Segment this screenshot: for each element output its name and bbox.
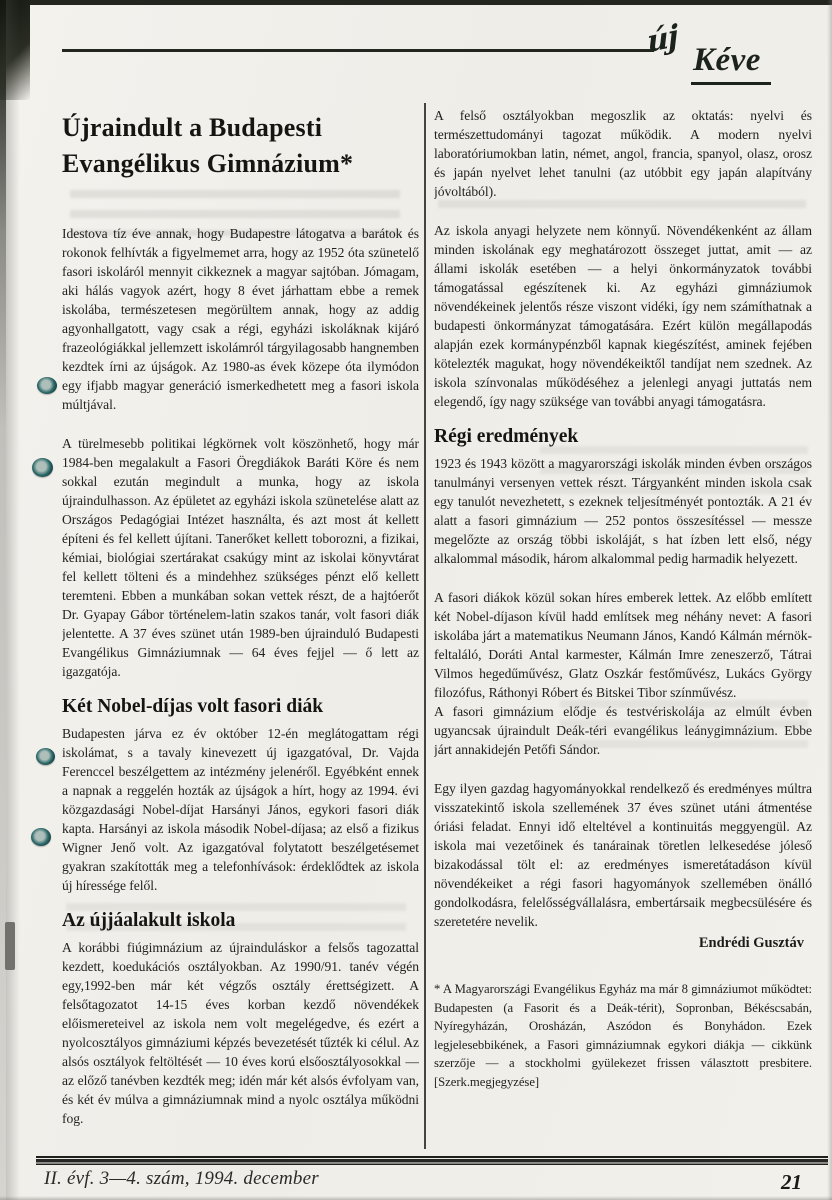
footer-rule (36, 1156, 828, 1165)
binder-hole (37, 377, 57, 394)
author-signature: Endrédi Gusztáv (698, 935, 804, 951)
paragraph-restart: A türelmesebb politikai légkörnek volt köszönhető, hogy már 1984-ben megalakult a Fasori Öregdiákok Baráti Köre és nem sokkal ezután megindult a munka, hogy az iskola újraindulhasson. Az épületet az egyházi iskola szünetelése alatt az Országos Pedagógiai Intézet használta, és azt most át kellett építeni és fel kellett újítani. Tanerőket kellett toborozni, a fizikai, kémiai, biológiai szertárakat csakúgy mint az iskolai könyvtárat fel kellett tölteni és a mindehhez szükséges pénzt elő kellett teremteni. Ebben a munkában sokan vettek részt, de a hajtóerőt Dr. Gyapay Gábor történelem-latin szakos tanár, volt fasori diák jelentette. A 37 éves szünet után 1989-ben újrainduló Budapesti Evangélikus Gimnáziumnak — 64 éves fejjel — ő lett az igazgatója. (62, 436, 419, 679)
paragraph-closing: Egy ilyen gazdag hagyományokkal rendelkező és eredményes múltra visszatekintő iskola szellemének 37 éves szünet utáni átmentése óriási feladat. Ennyi idő elteltével a kontinuitás meggyengül. Az iskola mai vezetőinek és tanárainak töretlen lelkesedése jóleső bizakodással tölt el: az eredményes ismeretátadáson kívül növendékeiket a régi fasori hagyományok szellemében önálló gondolkodásra, felelősségvállalásra, embertársaik megbecsülésére és szeretetére nevelik. (434, 781, 812, 929)
paragraph-sister-school: A fasori gimnázium elődje és testvériskolája az elmúlt évben ugyancsak újraindult Deák-téri evangélikus leánygimnázium. Ebbe járt annakidején Petőfi Sándor. (434, 704, 812, 757)
scan-edge-top (0, 0, 832, 5)
logo-main-word: Kéve (691, 42, 771, 85)
article-title (62, 110, 419, 182)
paragraph-intro: Idestova tíz éve annak, hogy Budapestre látogatva a barátok és rokonok felhívták a figyelmemet arra, hogy az 1952 óta szünetelő fasori iskoláról mennyit cikkeznek a magyar sajtóban. Jómagam, aki hálás vagyok azért, hogy 8 évet járhattam ebbe a remek iskolába, természetesen megörültem annak, hogy az addig agyonhallgatott, vagy csak a régi, egyházi iskoláknak kijáró frazeológiákkal jellemzett iskolámról tárgyilagosabb hangnemben kezdtek írni az újságok. Az 1980-as évek közepe óta ilymódon egy ifjabb magyar generáció ismerkedhetett meg a fasori iskola múltjával. (62, 226, 419, 412)
section-heading-school: Az újjáalakult iskola (62, 910, 236, 931)
section-heading-nobel: Két Nobel-díjas volt fasori diák (62, 696, 324, 717)
binder-hole (36, 748, 55, 765)
paragraph-nobel: Budapesten járva ez év október 12-én meglátogattam régi iskolámat, s a tavaly kinevezett új igazgatóval, Dr. Vajda Ferenccel beszélgettem az intézmény jelenéről. Egyébként ennek a napnak a reggelén hozták az újságok a hírt, hogy az 1994. évi közgazdasági Nobel-díjat Harsányi János, egykori fasori diák kapta. Harsányi az iskola második Nobel-díjasa; az első a fizikus Wigner Jenő volt. Az igazgatóval folytatott beszélgetésemet gyakran szakították meg a telefonhívások: érdeklődtek az iskola új híressége felől. (62, 726, 419, 893)
logo-script-word: új (646, 18, 679, 61)
article-left-column (62, 100, 419, 1156)
scan-edge-right (827, 0, 832, 1200)
paragraph-school: A korábbi fiúgimnázium az újrainduláskor a felsős tagozattal kezdett, koedukációs osztályokban. Az 1990/91. tanév végén egy,1992-ben már két végzős osztály érettségizett. A felsőtagozatot 14-15 éves korban kezdő növendékek előismereteivel az iskola nem volt megelégedve, és ezért a nyolcosztályos gimnáziumi képzés bevezetését tűzték ki célul. Az alsós osztályok feltöltését — 10 éves korú elsőosztályosokkal — az előző tanévben kezdték meg; idén már két alsós évfolyam van, és két év múlva a gimnáziumnak mind a nyolc osztálya működni fog. (62, 940, 419, 1126)
article-right-column (434, 100, 812, 1156)
section-heading-results: Régi eredmények (434, 426, 579, 447)
paragraph-alumni: A fasori diákok közül sokan híres emberek lettek. Az előbb említett két Nobel-díjason kívül hadd említsek meg néhány nevet: A fasori iskolába járt a matematikus Neumann János, Kandó Kálmán mérnök-feltaláló, Doráti Antal karmester, Kálmán Imre zeneszerző, Tátrai Vilmos hegedűművész, Glatz Oszkár festőművész, Lukács György filozófus, Ráthonyi Róbert és Bitskei Tibor színművész. (434, 590, 812, 700)
page-number: 21 (781, 1170, 802, 1194)
editorial-footnote (434, 980, 812, 1091)
article-title-line1: Újraindult a Budapesti (62, 113, 323, 142)
scan-edge-bottom (0, 1196, 832, 1200)
binder-hole (31, 828, 51, 846)
column-divider-rule (424, 103, 426, 1149)
article-title-line2: Evangélikus Gimnázium* (62, 149, 354, 178)
binder-hole (32, 458, 53, 477)
masthead-rule (62, 49, 654, 52)
magazine-logo (645, 18, 820, 88)
paragraph-finances: Az iskola anyagi helyzete nem könnyű. Növendékenként az állam minden iskolának egy meghatározott összeget juttat, amit — az állami iskolák esetében — a helyi önkormányzatok további támogatással egészítenek ki. Az egyházi gimnáziumok növendékeinek jelentős része viszont vidéki, így nem számíthatnak a budapesti önkormányzat támogatására. Ezért külön megállapodás alapján ezek kormánypénzből kapnak kiegészítést, aminek fejében kötelezték magukat, hogy növendékeiktől tandíjat nem szednek. Az iskola színvonalas működéséhez a jelenlegi anyagi juttatás nem elegendő, így nagy szüksége van további anyagi támogatásra. (434, 223, 812, 409)
paragraph-education: A felső osztályokban megoszlik az oktatás: nyelvi és természettudományi tagozat működik. A modern nyelvi laboratóriumokban latin, német, angol, francia, spanyol, olasz, orosz és japán nyelvet lehet tanulni (az utóbbit egy japán alapítvány jóvoltából). (434, 108, 812, 199)
issue-info: II. évf. 3—4. szám, 1994. december (44, 1168, 319, 1189)
paragraph-results: 1923 és 1943 között a magyarországi iskolák minden évben országos tanulmányi versenyen vettek részt. Tárgyanként minden iskola csak egy tanulót nevezhetett, s ezeknek teljesítményét pontozták. A 21 év alatt a fasori gimnázium — 252 pontos összesítéssel — messze megelőzte az ország többi iskoláját, s hat ízben lett első, négy alkalommal második, három alkalommal pedig harmadik helyezett. (434, 456, 812, 566)
footnote-text: * A Magyarországi Evangélikus Egyház ma már 8 gimnáziumot működtet: Budapesten (a Fasorit és a Deák-térit), Sopronban, Békéscsabán, Nyíregyházán, Orosházán, Aszódon és Bonyhádon. Ezek legjelesebbikének, a Fasori gimnáziumnak egykori diákja — cikkünk szerzője — a stockholmi gyülekezet frissen választott presbitere. [Szerk.megjegyzése] (434, 982, 812, 1089)
scan-shadow-left (6, 0, 20, 1200)
scan-mark-left (5, 922, 15, 970)
